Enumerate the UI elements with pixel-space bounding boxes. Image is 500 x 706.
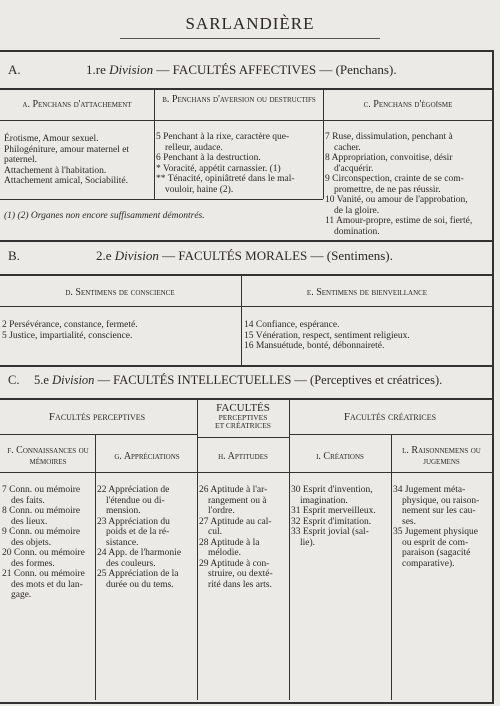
col-f-text: 7 Conn. ou mémoire des faits. 8 Conn. ou mémoire des lieux. 9 Conn. ou mémoire des objets. 20 Conn. ou mémoire des formes. 21 Conn. ou mémoire des mots et du lan- gage. [2, 485, 85, 600]
rule [0, 120, 492, 121]
section-a-note: (1) (2) Organes non encore suffisamment démontrés. [4, 211, 205, 221]
title-rule [120, 38, 380, 39]
rule [0, 306, 492, 307]
col-divider [289, 399, 290, 700]
rule [0, 398, 492, 400]
col-header-l: l. Raisonnemens ou jugemens [402, 445, 481, 467]
col-divider [197, 399, 198, 700]
group-middle: FACULTÉS PERCEPTIVES ET CRÉATRICES [215, 402, 271, 430]
col-header-i: i. Créations [316, 451, 364, 462]
col-header-c: c. Penchans d'égoïsme [363, 99, 453, 110]
col-i-text: 30 Esprit d'invention, imagination. 31 Esprit merveilleux. 32 Esprit d'imitation. 33 Esprit jovial (sal- lie). [291, 485, 376, 548]
col-header-b: b. Penchans d'aversion ou destructifs [162, 94, 316, 105]
col-divider [241, 275, 242, 365]
col-header-g: g. Appréciations [114, 451, 180, 462]
col-divider [391, 435, 392, 700]
col-h-text: 26 Aptitude à l'ar- rangement ou à l'ordre. 27 Aptitude au cal- cul. 28 Aptitude à la mélodie. 29 Aptitude à con- struire, ou dexté- rité dans les arts. [199, 485, 273, 590]
col-header-a: a. Penchans d'attachement [22, 99, 132, 110]
group-perceptives: Facultés perceptives [48, 411, 146, 423]
rule [0, 434, 197, 435]
rule [0, 274, 492, 276]
col-header-d: d. Sentimens de conscience [65, 287, 175, 298]
rule [0, 365, 492, 367]
col-a-text: Érotisme, Amour sexuel. Philogéniture, amour maternel et paternel. Attachement à l'habitation. Attachement amical, Sociabilité. [4, 134, 130, 186]
col-header-h: h. Aptitudes [218, 451, 268, 462]
col-g-text: 22 Appréciation de l'étendue ou di- mension. 23 Appréciation du poids et de la ré- sistance. 24 App. de l'harmonie des couleurs. 25 Appréciation de la durée ou du tems. [97, 485, 182, 590]
col-divider [95, 435, 96, 700]
rule [0, 88, 492, 90]
group-creatrices: Facultés créatrices [343, 411, 437, 423]
col-c-text: 7 Ruse, dissimulation, penchant à cacher. 8 Appropriation, convoitise, désir d'acquérir. 9 Circonspection, crainte de se com- promettre, de ne pas réussir. 10 Vanité, ou amour de l'approbation, de la gloire. 11 Amour-propre, estime de soi, fierté, domination. [325, 132, 473, 237]
rule [0, 199, 323, 200]
col-d-text: 2 Persévérance, constance, fermeté. 5 Justice, impartialité, conscience. [2, 320, 138, 341]
rule [0, 240, 492, 242]
col-header-f: f. Connaissances ou mémoires [7, 445, 89, 467]
section-a-heading: A. 1.re Division — FACULTÉS AFFECTIVES — (Penchans). [8, 62, 397, 77]
rule [0, 472, 492, 473]
col-header-e: e. Sentimens de bienveillance [306, 287, 428, 298]
col-divider [323, 89, 324, 199]
section-c-heading: C. 5.e Division — FACULTÉS INTELLECTUELLES — (Perceptives et créatrices). [8, 373, 443, 387]
col-b-text: 5 Penchant à la rixe, caractère que- relleur, audace. 6 Penchant à la destruction. * Voracité, appétit carnassier. (1) ** Ténacité, opiniâtreté dans le mal- vouloir, haine (2). [156, 132, 295, 195]
col-e-text: 14 Confiance, espérance. 15 Vénération, respect, sentiment religieux. 16 Mansuétude, bonté, débonnaireté. [244, 320, 410, 351]
rule [197, 437, 289, 438]
col-l-text: 34 Jugement méta- physique, ou raison- nement sur les cau- ses. 35 Jugement physique ou esprit de com- paraison (sagacité comparative). [393, 485, 480, 569]
page-title: SARLANDIÈRE [185, 14, 315, 33]
col-divider [154, 89, 155, 199]
section-b-heading: B. 2.e Division — FACULTÉS MORALES — (Sentimens). [8, 248, 393, 263]
